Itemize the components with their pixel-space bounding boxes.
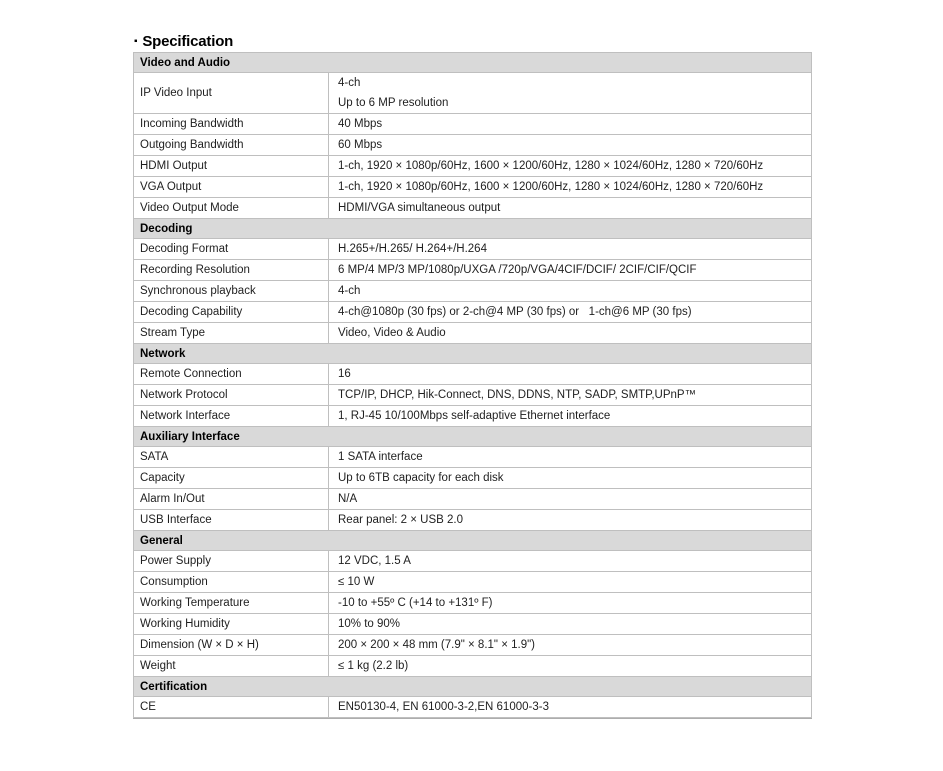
spec-label: HDMI Output [140, 160, 208, 172]
spec-label: Outgoing Bandwidth [140, 139, 244, 151]
spec-label: Recording Resolution [140, 264, 250, 276]
spec-value-cell [329, 114, 811, 134]
spec-row [133, 697, 812, 718]
spec-label: USB Interface [140, 514, 212, 526]
spec-label-cell [134, 364, 329, 384]
spec-value-line: Rear panel: 2 × USB 2.0 [338, 514, 463, 526]
spec-label-cell [134, 447, 329, 467]
spec-row [133, 656, 812, 677]
spec-label-cell [134, 593, 329, 613]
spec-label: Capacity [140, 472, 185, 484]
spec-row [133, 406, 812, 427]
spec-label-cell [134, 572, 329, 592]
spec-value-line: 16 [338, 368, 351, 380]
section-header: Network [133, 344, 812, 364]
spec-row [133, 156, 812, 177]
spec-value-line: 60 Mbps [338, 139, 383, 151]
spec-label-cell [134, 468, 329, 488]
spec-label-cell [134, 302, 329, 322]
spec-value-cell [329, 551, 811, 571]
spec-value-line: H.265+/H.265/ H.264+/H.264 [338, 243, 487, 255]
spec-value-cell [329, 177, 811, 197]
section-header: Video and Audio [133, 53, 812, 73]
spec-label-cell [134, 73, 329, 113]
spec-value-line: 1 SATA interface [338, 451, 423, 463]
spec-value-line: -10 to +55º C (+14 to +131º F) [338, 597, 493, 609]
spec-row [133, 510, 812, 531]
spec-value-line: HDMI/VGA simultaneous output [338, 202, 501, 214]
spec-label-cell [134, 406, 329, 426]
spec-value-line: 12 VDC, 1.5 A [338, 555, 411, 567]
spec-row [133, 114, 812, 135]
spec-value-line: TCP/IP, DHCP, Hik-Connect, DNS, DDNS, NTP, SADP, SMTP,UPnP™ [338, 389, 697, 401]
spec-label: Working Temperature [140, 597, 250, 609]
spec-label: Alarm In/Out [140, 493, 205, 505]
spec-value-cell [329, 468, 811, 488]
spec-label-cell [134, 177, 329, 197]
spec-row [133, 135, 812, 156]
spec-row [133, 198, 812, 219]
spec-row [133, 635, 812, 656]
spec-row [133, 302, 812, 323]
spec-value-cell [329, 281, 811, 301]
spec-label: Power Supply [140, 555, 211, 567]
spec-label: Stream Type [140, 327, 205, 339]
spec-label-cell [134, 281, 329, 301]
spec-label: Weight [140, 660, 176, 672]
spec-value-line: ≤ 1 kg (2.2 lb) [338, 660, 409, 672]
spec-label-cell [134, 635, 329, 655]
section-header: Decoding [133, 219, 812, 239]
spec-value-cell [329, 156, 811, 176]
spec-row [133, 364, 812, 385]
spec-label: IP Video Input [140, 87, 212, 99]
spec-value-cell [329, 73, 811, 113]
spec-value-line: 200 × 200 × 48 mm (7.9" × 8.1" × 1.9") [338, 639, 536, 651]
spec-row [133, 177, 812, 198]
spec-value-cell [329, 260, 811, 280]
spec-label: Video Output Mode [140, 202, 239, 214]
spec-value-cell [329, 135, 811, 155]
spec-value-cell [329, 239, 811, 259]
spec-value-line: 10% to 90% [338, 618, 401, 630]
spec-value-cell [329, 198, 811, 218]
spec-label-cell [134, 135, 329, 155]
spec-label: CE [140, 701, 156, 713]
spec-label: Network Protocol [140, 389, 228, 401]
spec-table [133, 52, 812, 719]
spec-label: SATA [140, 451, 169, 463]
spec-value-line: 1, RJ-45 10/100Mbps self-adaptive Ethernet interface [338, 410, 611, 422]
page-title [133, 31, 812, 52]
spec-label-cell [134, 656, 329, 676]
section-header: Auxiliary Interface [133, 427, 812, 447]
spec-label-cell [134, 489, 329, 509]
spec-value-line: 1-ch, 1920 × 1080p/60Hz, 1600 × 1200/60Hz, 1280 × 1024/60Hz, 1280 × 720/60Hz [338, 160, 764, 172]
spec-label: Network Interface [140, 410, 231, 422]
spec-value-line: EN50130-4, EN 61000-3-2,EN 61000-3-3 [338, 701, 549, 713]
spec-label-cell [134, 260, 329, 280]
spec-value-cell [329, 447, 811, 467]
spec-label: Dimension (W × D × H) [140, 639, 259, 651]
spec-label-cell [134, 323, 329, 343]
spec-label: Incoming Bandwidth [140, 118, 244, 130]
spec-label-cell [134, 156, 329, 176]
spec-label-cell [134, 510, 329, 530]
spec-value-line: 1-ch, 1920 × 1080p/60Hz, 1600 × 1200/60Hz, 1280 × 1024/60Hz, 1280 × 720/60Hz [338, 181, 764, 193]
spec-row [133, 489, 812, 510]
spec-value-cell [329, 614, 811, 634]
spec-value-cell [329, 697, 811, 717]
spec-value-line: 40 Mbps [338, 118, 383, 130]
title-bullet-icon: ▪ [134, 35, 138, 47]
spec-row [133, 468, 812, 489]
spec-row [133, 385, 812, 406]
spec-value-line: 4-ch [338, 77, 361, 89]
spec-label: Decoding Capability [140, 306, 243, 318]
spec-label: Working Humidity [140, 618, 230, 630]
spec-row [133, 260, 812, 281]
spec-value-cell [329, 364, 811, 384]
spec-value-cell [329, 593, 811, 613]
spec-label-cell [134, 551, 329, 571]
spec-label: Synchronous playback [140, 285, 256, 297]
spec-row [133, 572, 812, 593]
spec-value-cell [329, 385, 811, 405]
spec-label-cell [134, 614, 329, 634]
spec-row [133, 447, 812, 468]
spec-value-cell [329, 406, 811, 426]
spec-value-cell [329, 635, 811, 655]
specification-document [133, 31, 812, 719]
spec-row [133, 281, 812, 302]
spec-label-cell [134, 114, 329, 134]
spec-row [133, 551, 812, 572]
spec-value-line: Up to 6 MP resolution [338, 97, 449, 109]
spec-value-cell [329, 510, 811, 530]
spec-label: VGA Output [140, 181, 202, 193]
spec-value-line: Video, Video & Audio [338, 327, 446, 339]
section-header: General [133, 531, 812, 551]
spec-value-line: ≤ 10 W [338, 576, 375, 588]
spec-row [133, 73, 812, 114]
spec-row [133, 239, 812, 260]
spec-value-line: N/A [338, 493, 358, 505]
spec-row [133, 593, 812, 614]
spec-value-cell [329, 572, 811, 592]
spec-row [133, 323, 812, 344]
spec-value-line: 6 MP/4 MP/3 MP/1080p/UXGA /720p/VGA/4CIF/DCIF/ 2CIF/CIF/QCIF [338, 264, 697, 276]
page-title-text: Specification [142, 33, 234, 50]
spec-label: Decoding Format [140, 243, 229, 255]
spec-label: Remote Connection [140, 368, 242, 380]
spec-value-cell [329, 656, 811, 676]
spec-label-cell [134, 697, 329, 717]
spec-label: Consumption [140, 576, 208, 588]
spec-label-cell [134, 385, 329, 405]
spec-value-cell [329, 302, 811, 322]
spec-value-line: 4-ch@1080p (30 fps) or 2-ch@4 MP (30 fps) or 1-ch@6 MP (30 fps) [338, 306, 692, 318]
spec-label-cell [134, 239, 329, 259]
spec-row [133, 614, 812, 635]
spec-value-cell [329, 489, 811, 509]
spec-value-cell [329, 323, 811, 343]
section-header: Certification [133, 677, 812, 697]
spec-value-line: Up to 6TB capacity for each disk [338, 472, 504, 484]
spec-value-line: 4-ch [338, 285, 361, 297]
spec-label-cell [134, 198, 329, 218]
